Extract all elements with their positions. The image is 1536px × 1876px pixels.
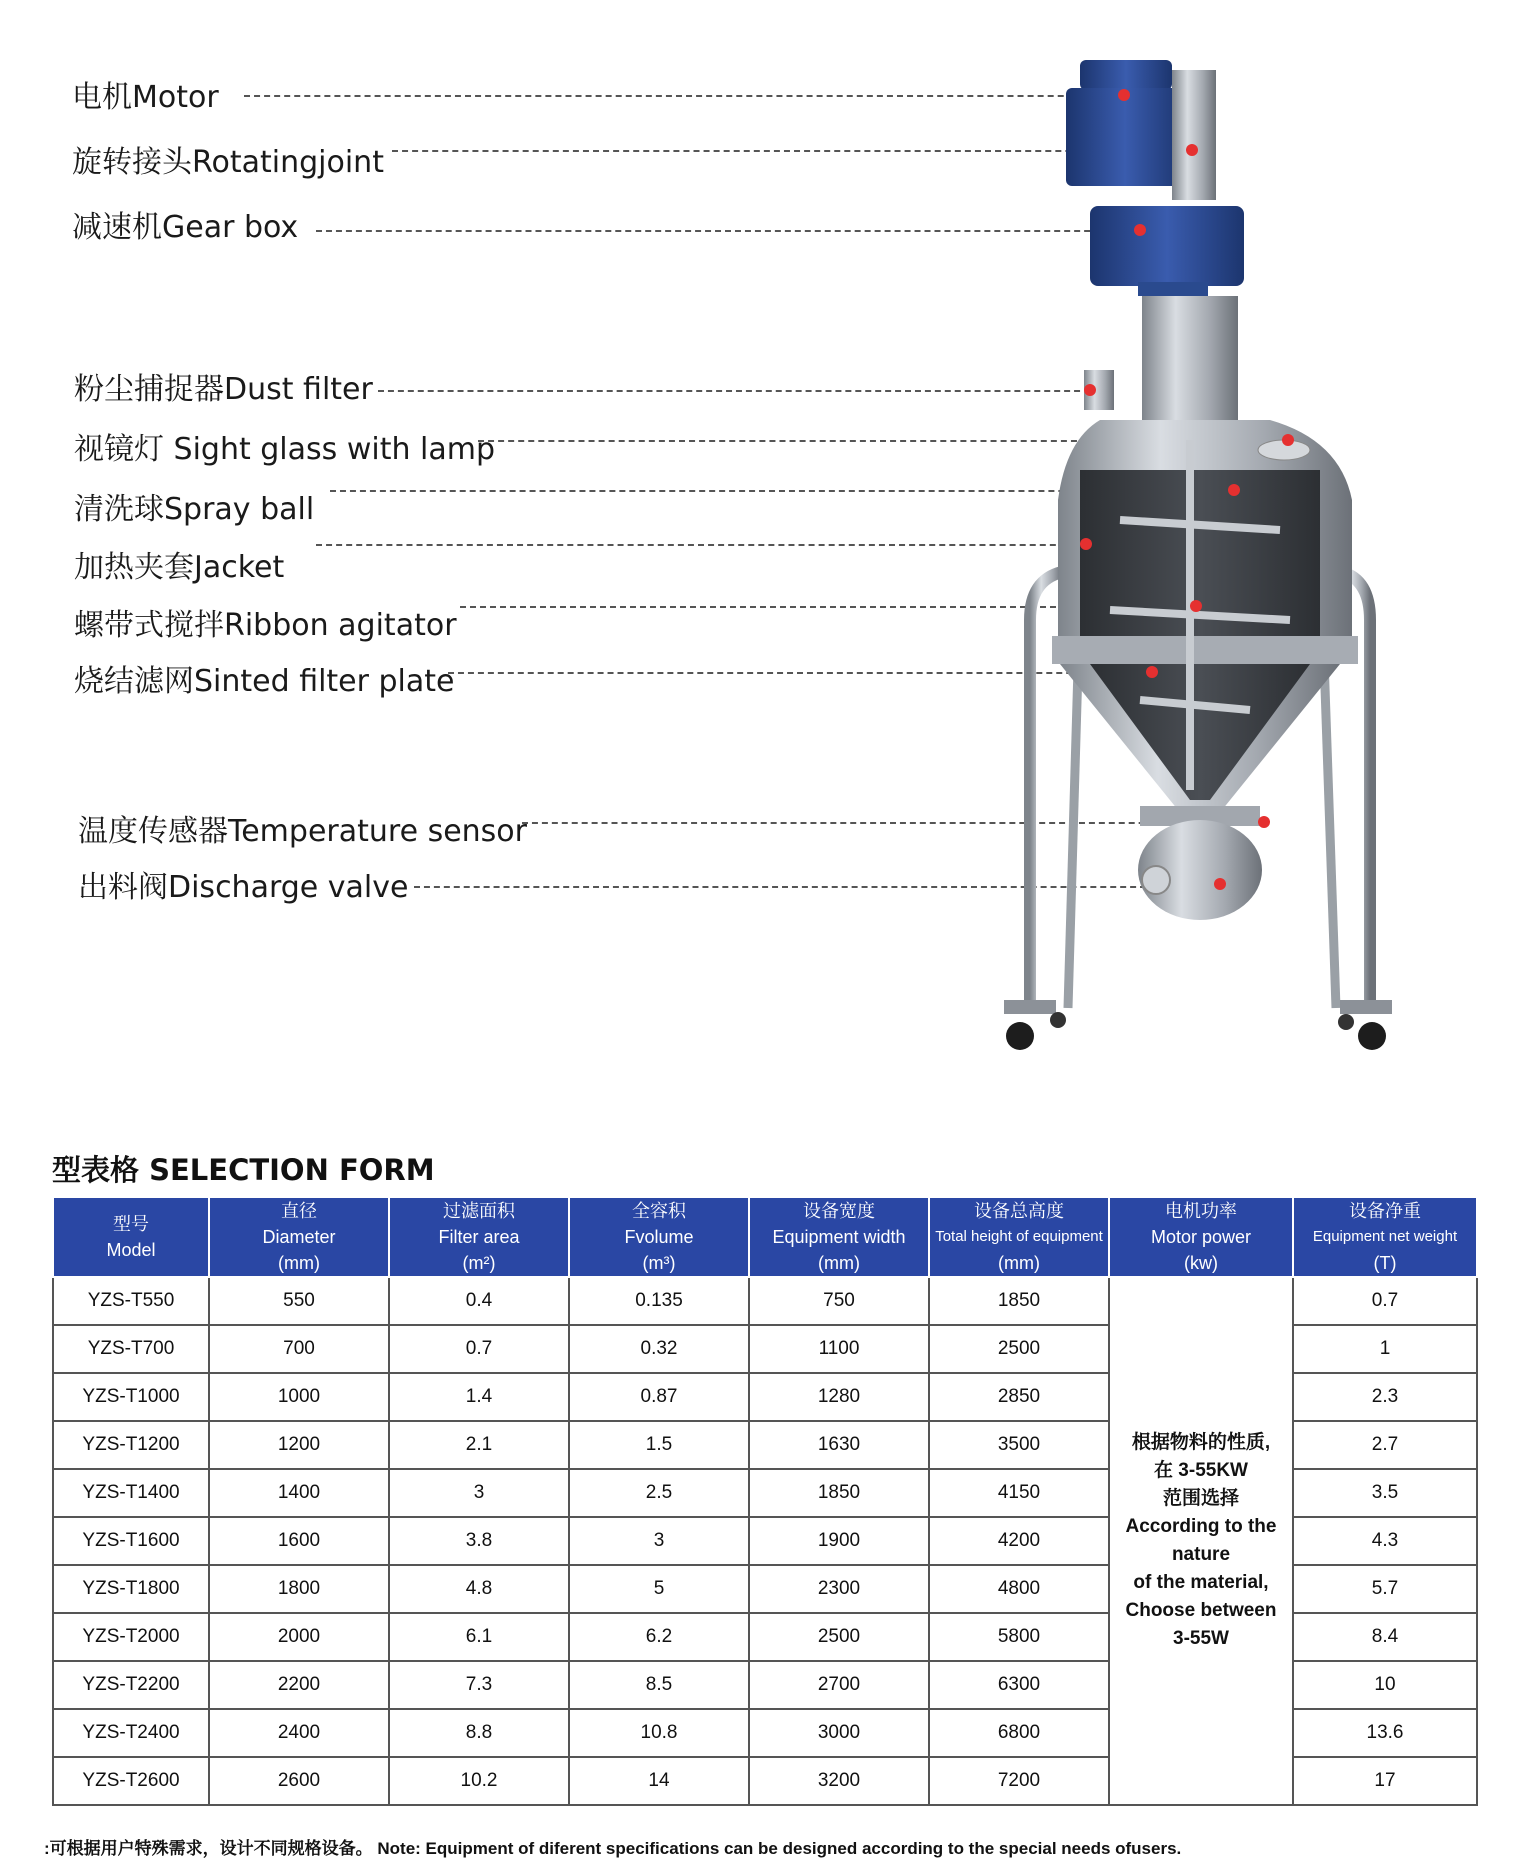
- label-jacket: 加热夹套Jacket: [74, 550, 285, 585]
- cell-model: YZS-T1600: [53, 1517, 209, 1565]
- leader-jacket: [316, 544, 1086, 546]
- cell-height: 1850: [929, 1277, 1109, 1325]
- cell-volume: 6.2: [569, 1613, 749, 1661]
- footnote: :可根据用户特殊需求，设计不同规格设备。 Note: Equipment of diferent specifications can be designed according to the special needs ofusers.: [44, 1839, 1182, 1858]
- cell-width: 2500: [749, 1613, 929, 1661]
- cell-net-weight: 1: [1293, 1325, 1477, 1373]
- label-ribbon-agitator: 螺带式搅拌Ribbon agitator: [74, 608, 457, 643]
- cell-diameter: 1600: [209, 1517, 389, 1565]
- shaft-column: [1142, 296, 1238, 426]
- label-spray-ball: 清洗球Spray ball: [74, 492, 315, 527]
- motor-note-line: 根据物料的性质,: [1131, 1432, 1271, 1453]
- cell-model: YZS-T1800: [53, 1565, 209, 1613]
- table-header-row: [53, 1197, 1477, 1277]
- motor-note-line: of the material,: [1133, 1572, 1269, 1593]
- cell-filter-area: 4.8: [389, 1565, 569, 1613]
- cell-model: YZS-T1200: [53, 1421, 209, 1469]
- cell-filter-area: 10.2: [389, 1757, 569, 1805]
- cell-diameter: 1200: [209, 1421, 389, 1469]
- motor-note-line: nature: [1171, 1544, 1231, 1565]
- discharge-valve: [1138, 806, 1262, 920]
- cell-net-weight: 10: [1293, 1661, 1477, 1709]
- cell-volume: 3: [569, 1517, 749, 1565]
- filter-dryer-illustration: [980, 50, 1400, 1050]
- cell-volume: 5: [569, 1565, 749, 1613]
- cell-height: 7200: [929, 1757, 1109, 1805]
- caster-wheels: [1006, 1012, 1386, 1050]
- cell-filter-area: 2.1: [389, 1421, 569, 1469]
- cell-diameter: 700: [209, 1325, 389, 1373]
- cell-width: 750: [749, 1277, 929, 1325]
- label-motor: 电机Motor: [72, 80, 219, 115]
- cell-model: YZS-T1400: [53, 1469, 209, 1517]
- cell-net-weight: 2.7: [1293, 1421, 1477, 1469]
- cell-filter-area: 3: [389, 1469, 569, 1517]
- cell-width: 1630: [749, 1421, 929, 1469]
- cell-net-weight: 5.7: [1293, 1565, 1477, 1613]
- cell-diameter: 2400: [209, 1709, 389, 1757]
- cell-volume: 10.8: [569, 1709, 749, 1757]
- cell-width: 1100: [749, 1325, 929, 1373]
- label-dust-filter: 粉尘捕捉器Dust filter: [74, 372, 373, 407]
- cell-volume: 8.5: [569, 1661, 749, 1709]
- cell-width: 1900: [749, 1517, 929, 1565]
- cell-model: YZS-T700: [53, 1325, 209, 1373]
- cell-diameter: 1800: [209, 1565, 389, 1613]
- label-gear-box: 减速机Gear box: [72, 210, 299, 245]
- cell-diameter: 2600: [209, 1757, 389, 1805]
- cell-height: 2500: [929, 1325, 1109, 1373]
- cell-width: 1850: [749, 1469, 929, 1517]
- selection-table: [52, 1196, 1478, 1806]
- motor-note-line: Choose between: [1125, 1600, 1277, 1621]
- header-diameter: 直径 Diameter (mm): [209, 1197, 389, 1277]
- cell-diameter: 2000: [209, 1613, 389, 1661]
- motor-note-line: 3-55W: [1173, 1628, 1229, 1649]
- cell-diameter: 550: [209, 1277, 389, 1325]
- cell-height: 4150: [929, 1469, 1109, 1517]
- cell-width: 3000: [749, 1709, 929, 1757]
- cell-filter-area: 3.8: [389, 1517, 569, 1565]
- cell-filter-area: 8.8: [389, 1709, 569, 1757]
- cell-net-weight: 0.7: [1293, 1277, 1477, 1325]
- cell-net-weight: 13.6: [1293, 1709, 1477, 1757]
- cell-height: 6300: [929, 1661, 1109, 1709]
- cell-width: 1280: [749, 1373, 929, 1421]
- cell-net-weight: 17: [1293, 1757, 1477, 1805]
- cell-filter-area: 0.4: [389, 1277, 569, 1325]
- cell-motor-power-note: [1109, 1277, 1293, 1805]
- cell-height: 2850: [929, 1373, 1109, 1421]
- header-volume: 全容积 Fvolume (m³): [569, 1197, 749, 1277]
- cell-model: YZS-T550: [53, 1277, 209, 1325]
- header-motor-power: 电机功率 Motor power (kw): [1109, 1197, 1293, 1277]
- cell-height: 6800: [929, 1709, 1109, 1757]
- cell-net-weight: 3.5: [1293, 1469, 1477, 1517]
- cell-volume: 1.5: [569, 1421, 749, 1469]
- table-row: [53, 1277, 1477, 1325]
- cell-model: YZS-T1000: [53, 1373, 209, 1421]
- motor-note-line: 范围选择: [1162, 1488, 1239, 1509]
- cell-width: 2300: [749, 1565, 929, 1613]
- cell-volume: 14: [569, 1757, 749, 1805]
- label-sight-glass: 视镜灯 Sight glass with lamp: [74, 432, 495, 467]
- header-model: 型号 Model: [53, 1197, 209, 1277]
- cell-diameter: 1400: [209, 1469, 389, 1517]
- header-total-height: 设备总高度 Total height of equipment (mm): [929, 1197, 1109, 1277]
- cell-net-weight: 2.3: [1293, 1373, 1477, 1421]
- cell-model: YZS-T2200: [53, 1661, 209, 1709]
- cell-volume: 0.135: [569, 1277, 749, 1325]
- cell-model: YZS-T2600: [53, 1757, 209, 1805]
- motor-note-line: According to the: [1125, 1516, 1277, 1537]
- header-net-weight: 设备净重 Equipment net weight (T): [1293, 1197, 1477, 1277]
- cell-diameter: 2200: [209, 1661, 389, 1709]
- cell-volume: 0.87: [569, 1373, 749, 1421]
- cell-filter-area: 1.4: [389, 1373, 569, 1421]
- cell-net-weight: 8.4: [1293, 1613, 1477, 1661]
- cell-model: YZS-T2000: [53, 1613, 209, 1661]
- header-equipment-width: 设备宽度 Equipment width (mm): [749, 1197, 929, 1277]
- cell-volume: 0.32: [569, 1325, 749, 1373]
- label-temperature-sensor: 温度传感器Temperature sensor: [78, 814, 527, 849]
- label-rotating-joint: 旋转接头Rotatingjoint: [72, 145, 384, 180]
- cell-height: 4800: [929, 1565, 1109, 1613]
- cell-height: 4200: [929, 1517, 1109, 1565]
- label-sinted-filter: 烧结滤网Sinted filter plate: [74, 664, 455, 699]
- cell-width: 2700: [749, 1661, 929, 1709]
- header-filter-area: 过滤面积 Filter area (m²): [389, 1197, 569, 1277]
- motor-note-line: 在 3-55KW: [1154, 1460, 1248, 1481]
- motor: [1066, 60, 1244, 296]
- selection-form-title: 型表格 SELECTION FORM: [52, 1153, 435, 1187]
- cell-model: YZS-T2400: [53, 1709, 209, 1757]
- cell-volume: 2.5: [569, 1469, 749, 1517]
- cell-filter-area: 7.3: [389, 1661, 569, 1709]
- cell-filter-area: 0.7: [389, 1325, 569, 1373]
- cell-width: 3200: [749, 1757, 929, 1805]
- cell-diameter: 1000: [209, 1373, 389, 1421]
- cell-height: 5800: [929, 1613, 1109, 1661]
- cell-filter-area: 6.1: [389, 1613, 569, 1661]
- cell-height: 3500: [929, 1421, 1109, 1469]
- cell-net-weight: 4.3: [1293, 1517, 1477, 1565]
- label-discharge-valve: 出料阀Discharge valve: [78, 870, 409, 905]
